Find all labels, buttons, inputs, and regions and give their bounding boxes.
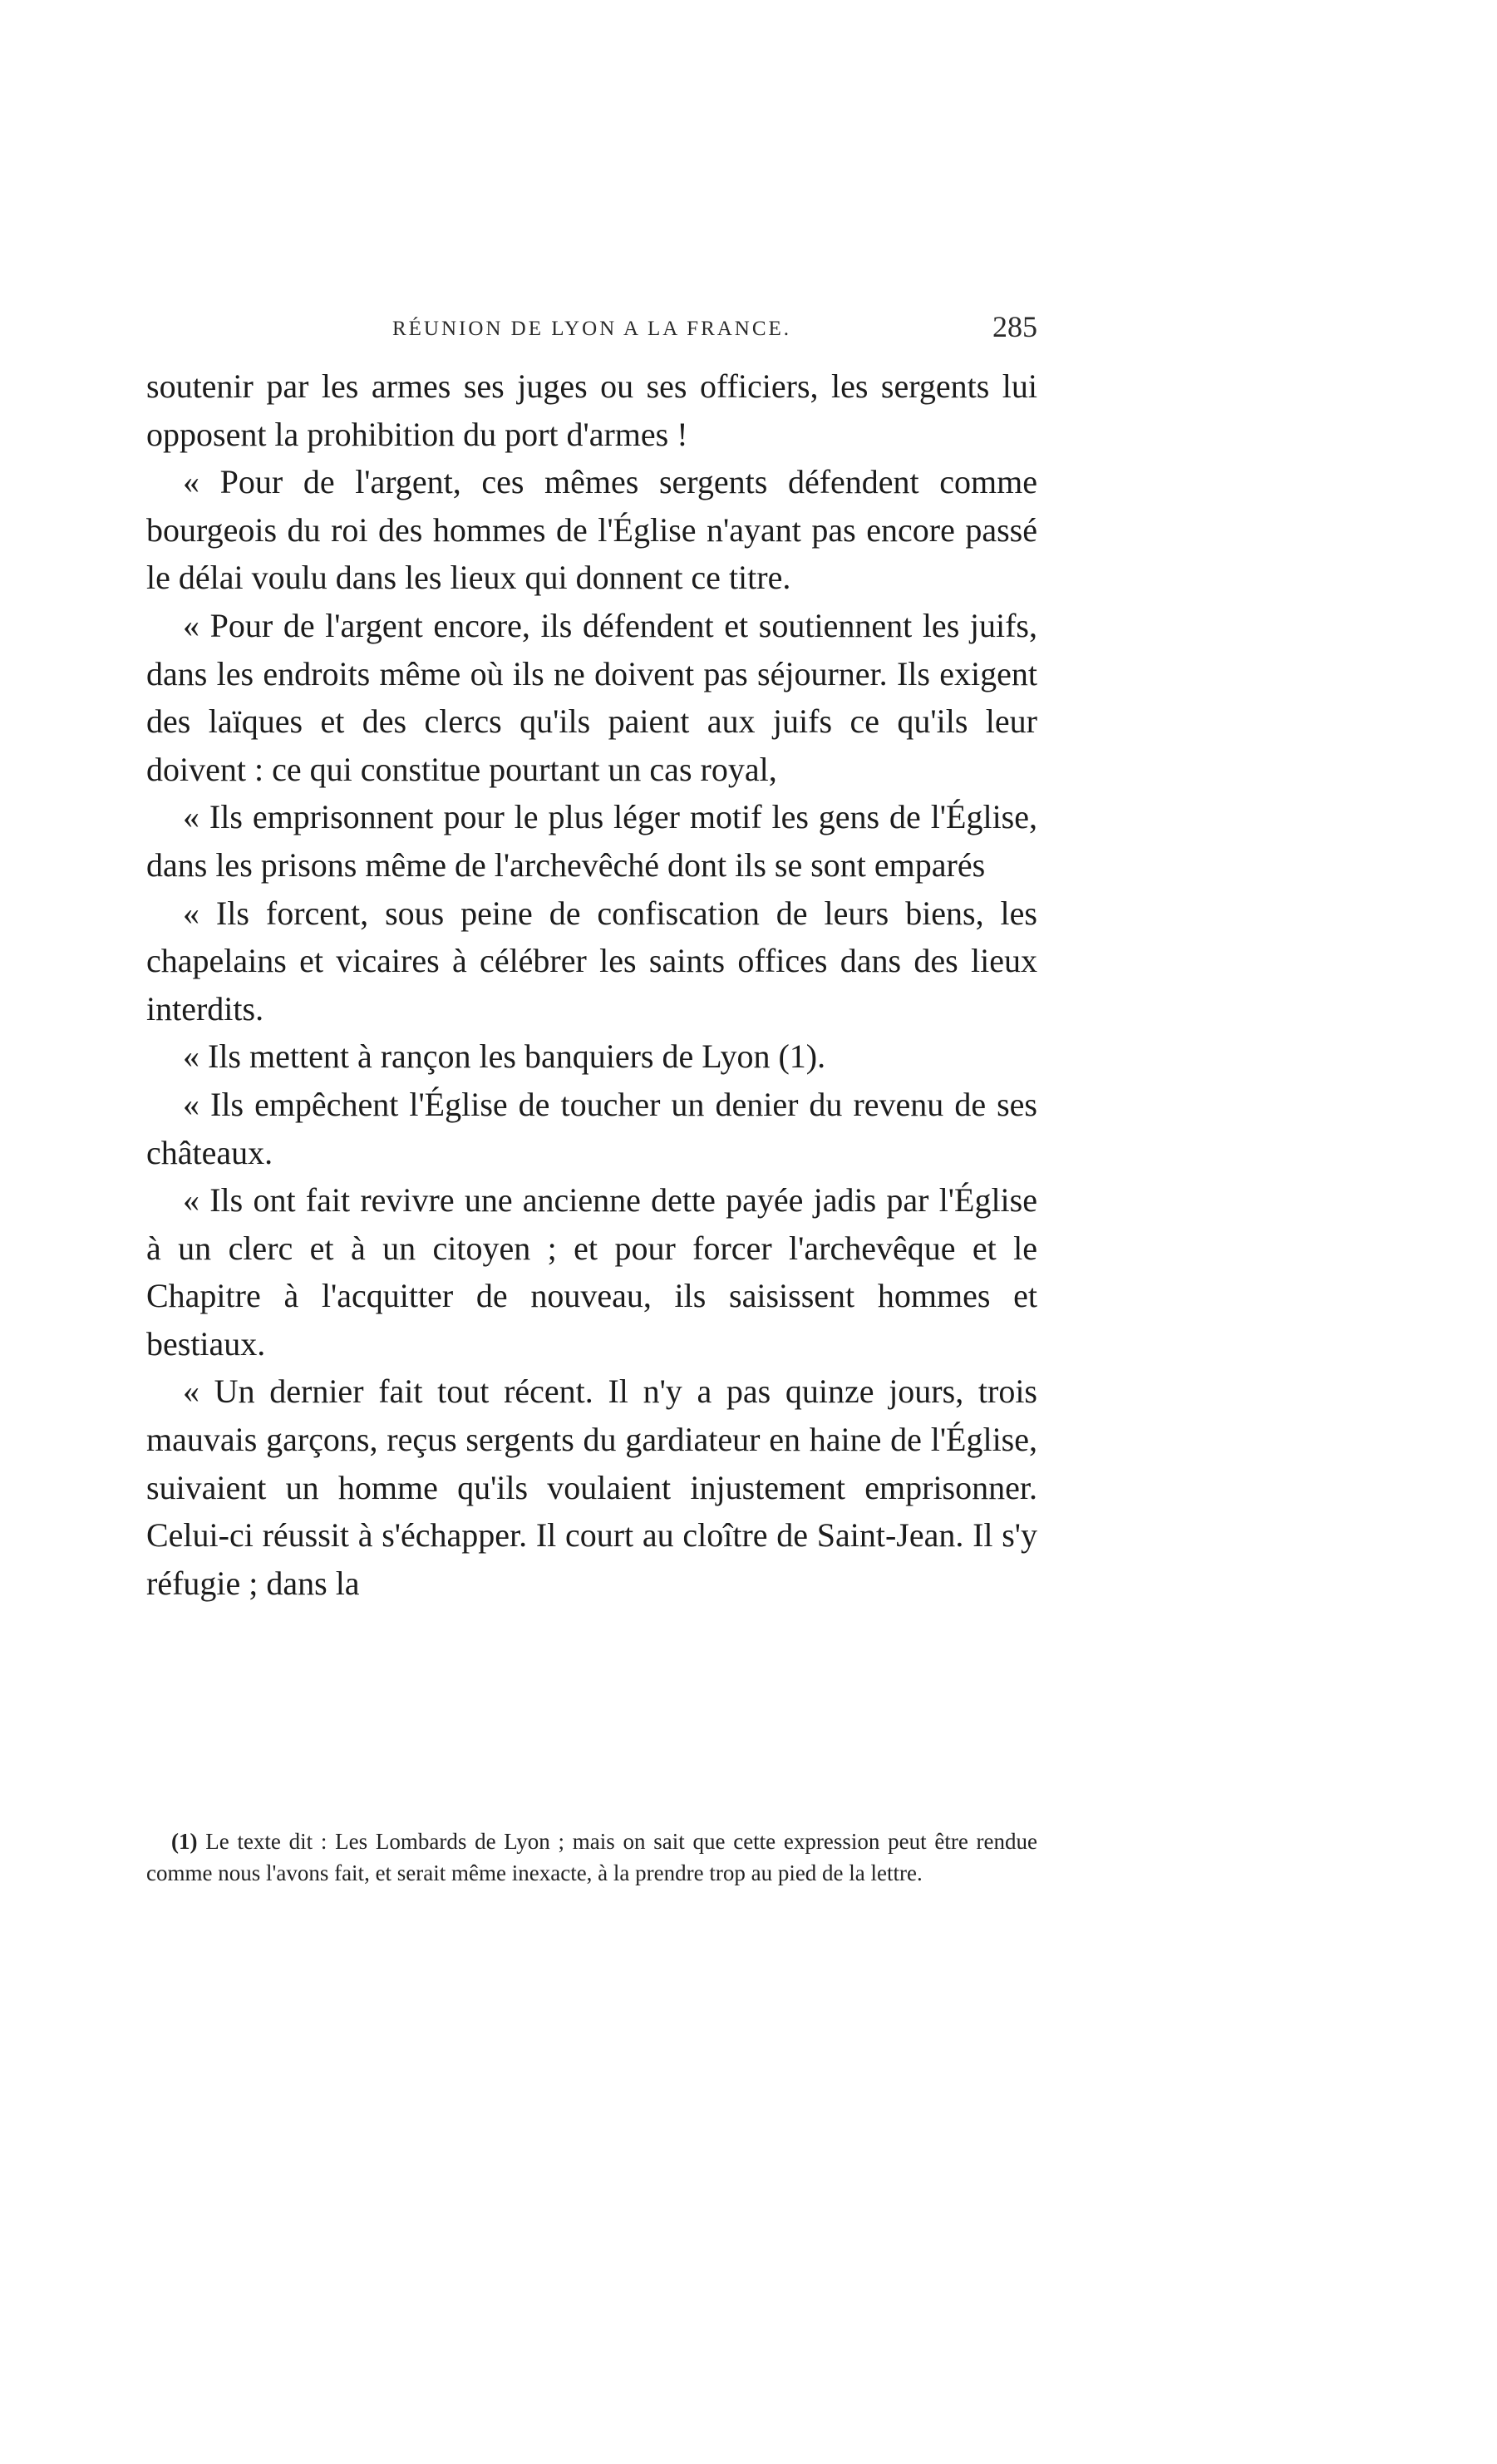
- paragraph: « Ils empêchent l'Église de toucher un denier du revenu de ses châteaux.: [146, 1085, 1037, 1171]
- footnote-marker: (1): [171, 1829, 198, 1854]
- footnote-text: Le texte dit : Les Lombards de Lyon ; mais on sait que cette expression peut être rendue comme nous l'avons fait, et serait même inexacte, à la prendre trop au pied de la lettre.: [146, 1829, 1037, 1885]
- body-text: [146, 362, 1037, 1607]
- paragraph: « Ils ont fait revivre une ancienne dette payée jadis par l'Église à un clerc et à un citoyen ; et pour forcer l'archevêque et le Chapitre à l'acquitter de nouveau, ils saisissent hommes et bestiaux.: [146, 1181, 1037, 1363]
- footnote: [146, 1826, 1037, 1889]
- paragraph: « Ils forcent, sous peine de confiscation de leurs biens, les chapelains et vicaires à célébrer les saints offices dans des lieux interdits.: [146, 894, 1037, 1027]
- paragraph: « Pour de l'argent encore, ils défendent et soutiennent les juifs, dans les endroits même où ils ne doivent pas séjourner. Ils exigent des laïques et des clercs qu'ils paient aux juifs ce qu'ils leur doivent : ce qui constitue pourtant un cas royal,: [146, 606, 1037, 788]
- running-head: [146, 309, 1037, 351]
- page-number: 285: [992, 310, 1037, 343]
- paragraph: « Ils emprisonnent pour le plus léger motif les gens de l'Église, dans les prisons même de l'archevêché dont ils se sont emparés: [146, 798, 1037, 884]
- paragraph: « Ils mettent à rançon les banquiers de Lyon (1).: [183, 1037, 826, 1076]
- paragraph: « Un dernier fait tout récent. Il n'y a pas quinze jours, trois mauvais garçons, reçus sergents du gardiateur en haine de l'Église, suivaient un homme qu'ils voulaient injustement emprisonner. Celui-ci réussit à s'échapper. Il court au cloître de Saint-Jean. Il s'y réfugie ; dans la: [146, 1372, 1037, 1602]
- running-title: RÉUNION DE LYON A LA FRANCE.: [391, 318, 792, 340]
- paragraph: soutenir par les armes ses juges ou ses officiers, les sergents lui opposent la prohibition du port d'armes !: [146, 367, 1037, 453]
- paragraph: « Pour de l'argent, ces mêmes sergents défendent comme bourgeois du roi des hommes de l'Église n'ayant pas encore passé le délai voulu dans les lieux qui donnent ce titre.: [146, 463, 1037, 597]
